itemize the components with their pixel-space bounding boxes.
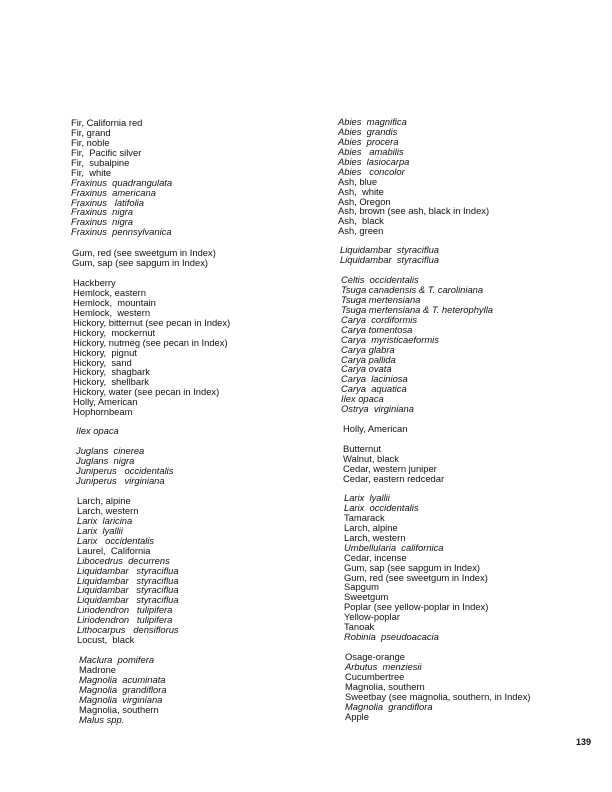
common-name-entry: Cucumbertree	[345, 670, 405, 682]
scientific-name-entry: Maclura pomifera	[79, 654, 155, 665]
common-name-entry: Tamarack	[344, 511, 385, 523]
common-name-entry: Hickory, nutmeg (see pecan in Index)	[73, 336, 228, 348]
scientific-name-entry: Liquidambar styraciflua	[77, 564, 179, 576]
common-name-entry: Hophornbeam	[73, 406, 133, 418]
common-name-entry: Locust, black	[77, 634, 135, 646]
scientific-name-entry: Larix occidentalis	[344, 501, 419, 513]
common-name-entry: Hickory, bitternut (see pecan in Index)	[73, 316, 231, 328]
scientific-name-entry: Libocedrus decurrens	[77, 554, 170, 566]
entry-group	[338, 117, 489, 236]
common-name-entry: Larch, western	[344, 531, 406, 543]
entry-group	[79, 655, 167, 725]
entry-group	[340, 245, 439, 265]
common-name-entry: Hickory, water (see pecan in Index)	[73, 386, 220, 398]
scientific-name-entry: Abies procera	[338, 135, 399, 147]
scientific-name-entry: Abies lasiocarpa	[338, 155, 410, 167]
scientific-name-entry: Carya aquatica	[341, 383, 407, 395]
common-name-entry: Fir, white	[71, 166, 112, 178]
common-name-entry: Ash, white	[338, 185, 384, 197]
common-name-entry: Tanoak	[344, 621, 375, 633]
scientific-name-entry: Larix lyallii	[344, 492, 390, 503]
scientific-name-entry: Liriodendron tulipifera	[77, 604, 173, 616]
common-name-entry: Yellow-poplar	[344, 611, 400, 623]
scientific-name-entry: Larix lyallii	[77, 524, 123, 536]
common-name-entry: Butternut	[343, 443, 382, 454]
common-name-entry: Fir, Pacific silver	[71, 146, 142, 158]
scientific-name-entry: Liquidambar styraciflua	[340, 244, 440, 255]
scientific-name-entry: Carya glabra	[341, 343, 395, 355]
common-name-entry: Fir, California red	[71, 117, 143, 128]
scientific-name-entry: Robinia pseudoacacia	[344, 631, 439, 643]
common-name-entry: Hickory, shellbark	[73, 376, 149, 388]
scientific-name-entry: Malus spp.	[79, 713, 125, 725]
scientific-name-entry: Liriodendron tulipifera	[77, 614, 173, 626]
common-name-entry: Hackberry	[73, 277, 116, 288]
common-name-entry: Walnut, black	[343, 452, 399, 464]
common-name-entry: Sapgum	[344, 581, 379, 593]
common-name-entry: Larch, western	[77, 504, 139, 516]
common-name-entry: Sweetbay (see magnolia, southern, in Index)	[345, 690, 531, 702]
scientific-name-entry: Tsuga mertensiana & T. heterophylla	[341, 303, 494, 315]
common-name-entry: Ash, brown (see ash, black in Index)	[338, 205, 490, 217]
scientific-name-entry: Arbutus menziesii	[345, 660, 422, 672]
scientific-name-entry: Juglans cinerea	[76, 445, 145, 456]
common-name-entry: Hickory, sand	[73, 356, 132, 368]
scientific-name-entry: Abies amabilis	[338, 145, 404, 157]
scientific-name-entry: Fraxinus quadrangulata	[71, 176, 173, 188]
common-name-entry: Fir, noble	[71, 136, 110, 148]
scientific-name-entry: Carya ovata	[341, 363, 392, 375]
scientific-name-entry: Ilex opaca	[76, 425, 119, 436]
common-name-entry: Larch, alpine	[77, 495, 131, 506]
common-name-entry: Apple	[345, 710, 369, 722]
common-name-entry: Fir, grand	[71, 126, 111, 138]
common-name-entry: Hickory, shagbark	[73, 366, 150, 378]
scientific-name-entry: Juniperus occidentalis	[76, 464, 174, 476]
common-name-entry: Magnolia, southern	[79, 703, 159, 715]
scientific-name-entry: Magnolia acuminata	[79, 673, 166, 685]
entry-group	[72, 248, 216, 268]
common-name-entry: Ash, black	[338, 215, 384, 227]
scientific-name-entry: Abies magnifica	[338, 116, 407, 127]
entry-group	[76, 446, 173, 486]
scientific-name-entry: Juniperus virginiana	[76, 474, 165, 486]
scientific-name-entry: Carya myristicaeformis	[341, 333, 439, 345]
common-name-entry: Hickory, mockernut	[73, 326, 156, 338]
scientific-name-entry: Magnolia grandiflora	[79, 683, 167, 695]
common-name-entry: Ash, blue	[338, 175, 378, 187]
entry-group	[344, 493, 488, 642]
common-name-entry: Hemlock, western	[73, 306, 151, 318]
entry-group	[345, 652, 531, 722]
scientific-name-entry: Fraxinus nigra	[71, 206, 134, 218]
scientific-name-entry: Fraxinus americana	[71, 186, 156, 198]
entry-group	[71, 118, 172, 237]
page-number: 139	[576, 737, 592, 747]
scientific-name-entry: Magnolia grandiflora	[345, 700, 433, 712]
scientific-name-entry: Carya tomentosa	[341, 323, 413, 335]
common-name-entry: Hickory, pignut	[73, 346, 137, 358]
scientific-name-entry: Magnolia virginiana	[79, 693, 163, 705]
common-name-entry: Hemlock, mountain	[73, 296, 156, 308]
scientific-name-entry: Celtis occidentalis	[341, 274, 419, 285]
common-name-entry: Cedar, western juniper	[343, 462, 437, 474]
common-name-entry: Holly, American	[343, 423, 408, 434]
scientific-name-entry: Carya cordiformis	[341, 313, 418, 325]
common-name-entry: Gum, red (see sweetgum in Index)	[72, 247, 216, 258]
entry-group	[77, 496, 179, 645]
scientific-name-entry: Umbellularia californica	[344, 541, 444, 553]
common-name-entry: Ash, green	[338, 225, 384, 237]
common-name-entry: Osage-orange	[345, 651, 405, 662]
scientific-name-entry: Tsuga mertensiana	[341, 293, 421, 305]
common-name-entry: Cedar, eastern redcedar	[343, 472, 445, 484]
common-name-entry: Gum, sap (see sapgum in Index)	[72, 256, 209, 268]
scientific-name-entry: Carya pallida	[341, 353, 396, 365]
common-name-entry: Larch, alpine	[344, 521, 398, 533]
common-name-entry: Cedar, incense	[344, 551, 407, 563]
scientific-name-entry: Liquidambar styraciflua	[77, 594, 179, 606]
scientific-name-entry: Liquidambar styraciflua	[77, 584, 179, 596]
common-name-entry: Magnolia, southern	[345, 680, 425, 692]
scientific-name-entry: Ostrya virginiana	[341, 403, 414, 415]
common-name-entry: Holly, American	[73, 396, 138, 408]
common-name-entry: Laurel, California	[77, 544, 151, 556]
scientific-name-entry: Carya laciniosa	[341, 373, 408, 385]
common-name-entry: Gum, sap (see sapgum in Index)	[344, 561, 481, 573]
common-name-entry: Ash, Oregon	[338, 195, 391, 207]
entry-group	[341, 275, 493, 414]
scientific-name-entry: Fraxinus pennsylvanica	[71, 226, 172, 238]
scientific-name-entry: Fraxinus latifolia	[71, 196, 144, 208]
common-name-entry: Sweetgum	[344, 591, 389, 603]
common-name-entry: Fir, subalpine	[71, 156, 130, 168]
scientific-name-entry: Larix laricina	[77, 514, 133, 526]
entry-group	[343, 444, 444, 484]
entry-group	[76, 426, 119, 436]
scientific-name-entry: Fraxinus nigra	[71, 216, 134, 228]
scientific-name-entry: Tsuga canadensis & T. caroliniana	[341, 283, 484, 295]
common-name-entry: Hemlock, eastern	[73, 286, 146, 298]
common-name-entry: Gum, red (see sweetgum in Index)	[344, 571, 488, 583]
entry-group	[343, 424, 407, 434]
common-name-entry: Madrone	[79, 663, 117, 675]
scientific-name-entry: Liquidambar styraciflua	[340, 253, 440, 265]
scientific-name-entry: Abies concolor	[338, 165, 405, 177]
entry-group	[73, 278, 230, 417]
scientific-name-entry: Juglans nigra	[76, 454, 135, 466]
scientific-name-entry: Larix occidentalis	[77, 534, 155, 546]
scientific-name-entry: Lithocarpus densiflorus	[77, 624, 179, 636]
common-name-entry: Poplar (see yellow-poplar in Index)	[344, 601, 489, 613]
scientific-name-entry: Ilex opaca	[341, 393, 384, 405]
scientific-name-entry: Abies grandis	[338, 125, 398, 137]
scientific-name-entry: Liquidambar styraciflua	[77, 574, 179, 586]
